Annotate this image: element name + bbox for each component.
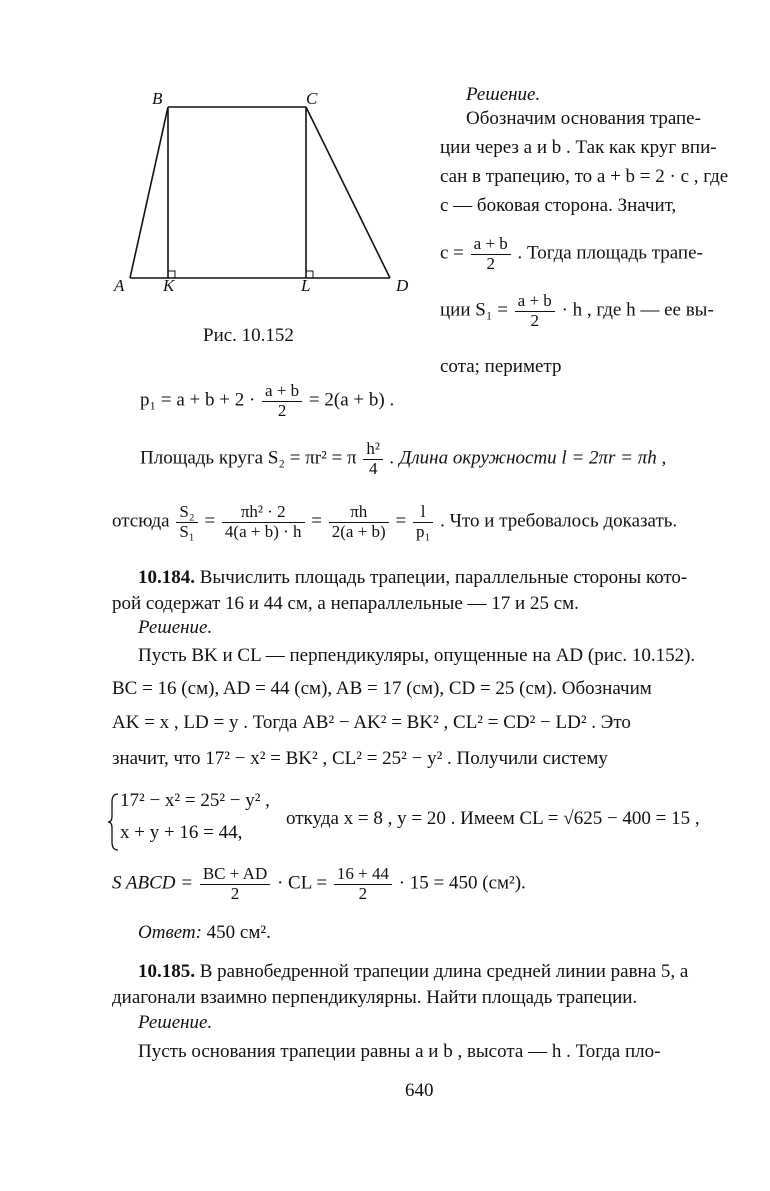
s1-tail: · h , где h — ее вы- [561,299,714,321]
figure-label-b: B [152,89,163,108]
problem-184-line-4: значит, что 17² − x² = BK² , CL² = 25² − y² . Получили систему [112,748,608,769]
p1-prefix: p₁ = a + b + 2 · [140,389,256,411]
ratio-line [112,503,677,541]
system-tail: откуда x = 8 , y = 20 . Имеем CL = √625 − 400 = 15 , [286,808,700,829]
circle-area-den: 4 [368,458,378,478]
circle-area-formula: S₂ = πr² = π [267,447,357,469]
hence-tail: . Что и требовалось доказать. [440,510,678,532]
problem-185-text-2: диагонали взаимно перпендикулярны. Найти площадь трапеции. [112,987,638,1008]
problem-184-line-1: Пусть BK и CL — перпендикуляры, опущенные на AD (рис. 10.152). [138,645,696,666]
solution-line-2: ции через a и b . Так как круг впи- [440,137,717,158]
c-fraction-num: a + b [471,235,511,255]
circle-area-num: h² [363,440,383,460]
ratio-num-2: πh² · 2 [222,503,305,523]
p1-fraction [262,382,302,420]
ratio-den-4: p₁ [415,521,431,541]
p1-formula [140,382,394,420]
area-fraction-1 [200,865,270,903]
figure-caption: Рис. 10.152 [203,325,294,346]
answer-184 [138,922,271,944]
area-tail: · 15 = 450 (см²). [398,872,526,894]
p1-tail: = 2(a + b) . [308,389,395,411]
equals-sign-2: = [311,510,323,532]
s1-fraction-num: a + b [515,292,555,312]
figure-label-c: C [306,89,318,108]
area-num-2: 16 + 44 [334,865,392,885]
problem-185-text-1: В равнобедренной трапеции длина средней линии равна 5, а [195,961,689,982]
circle-length: . Длина окружности l = 2πr = πh , [389,447,667,469]
system-eq-2: x + y + 16 = 44, [120,822,243,843]
answer-label: Ответ: [138,922,202,943]
solution-line-1: Обозначим основания трапе- [466,108,701,129]
area-num-1: BC + AD [200,865,270,885]
solution-line-3: сан в трапецию, то a + b = 2 · c , где [440,166,729,187]
problem-184-line-2: BC = 16 (см), AD = 44 (см), AB = 17 (см), CD = 25 (см). Обозначим [112,678,652,699]
ratio-fraction-2 [222,503,305,541]
c-formula [440,235,703,273]
circle-area-prefix: Площадь круга [140,447,264,469]
s1-fraction-den: 2 [530,310,539,330]
problem-184-line-3: AK = x , LD = y . Тогда AB² − AK² = BK² , CL² = CD² − LD² . Это [112,712,631,733]
equals-sign-3: = [395,510,407,532]
problem-184-number: 10.184. [138,567,195,588]
c-fraction-den: 2 [486,253,495,273]
hence-prefix: отсюда [112,510,170,532]
ratio-num-3: πh [329,503,389,523]
figure-label-k: K [163,276,175,295]
circle-area-line [140,440,666,478]
c-fraction [471,235,511,273]
problem-185-number: 10.185. [138,961,195,982]
solution-heading: Решение. [466,84,541,105]
area-formula [112,865,526,903]
area-den-1: 2 [230,883,240,903]
s1-formula [440,292,714,330]
area-mid: · CL = [276,872,328,894]
problem-185-line-1: Пусть основания трапеции равны a и b , высота — h . Тогда пло- [138,1041,661,1062]
problem-184-solution-heading: Решение. [138,617,213,638]
system-eq-1: 17² − x² = 25² − y² , [120,790,270,811]
solution-line-4: c — боковая сторона. Значит, [440,195,677,216]
ratio-fraction-4 [413,503,433,541]
ratio-den-2: 4(a + b) · h [224,521,302,541]
problem-185-solution-heading: Решение. [138,1012,213,1033]
approx-sign-1: = [204,510,216,532]
ratio-den-1: S₁ [179,521,195,541]
circle-area-fraction [363,440,383,478]
page-number: 640 [405,1080,434,1101]
problem-184-statement [138,567,687,589]
answer-value: 450 см². [206,922,271,943]
area-prefix: S ABCD = [112,872,194,894]
system-brace [108,792,120,852]
figure-label-l: L [301,276,311,295]
problem-185-statement [138,961,688,983]
p1-fraction-den: 2 [277,400,287,420]
ratio-fraction-1 [176,503,197,541]
trapezoid-figure [110,85,420,300]
ratio-num-1: S₂ [176,503,197,523]
c-formula-tail: . Тогда площадь трапе- [517,242,703,264]
ratio-den-3: 2(a + b) [331,521,386,541]
figure-label-d: D [396,276,409,295]
ratio-fraction-3 [329,503,389,541]
ratio-num-4: l [413,503,433,523]
s1-fraction [515,292,555,330]
problem-184-text-1: Вычислить площадь трапеции, параллельные стороны кото- [195,567,688,588]
p1-fraction-num: a + b [262,382,302,402]
s1-prefix: ции S₁ = [440,299,508,321]
perimeter-line: сота; периметр [440,356,562,377]
area-fraction-2 [334,865,392,903]
problem-184-text-2: рой содержат 16 и 44 см, а непараллельные — 17 и 25 см. [112,593,579,614]
c-formula-lhs: c = [440,242,464,264]
figure-label-a: A [114,276,125,295]
area-den-2: 2 [358,883,368,903]
